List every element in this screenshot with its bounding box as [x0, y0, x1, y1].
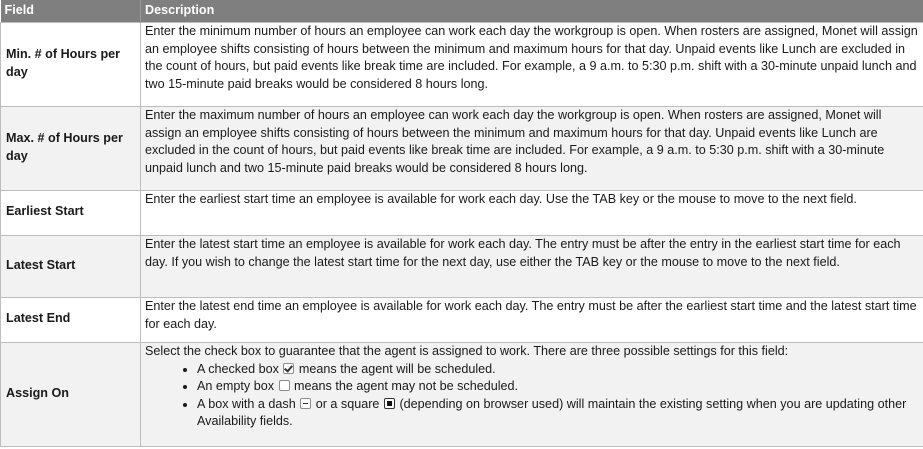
field-name: Earliest Start: [1, 191, 141, 236]
header-field: Field: [1, 0, 141, 23]
bullet-text: A box with a dash: [197, 396, 296, 411]
table-row: [1, 343, 923, 447]
bullet-text: A checked box: [197, 361, 279, 376]
empty-checkbox-icon: [279, 380, 290, 391]
table-row: [1, 298, 923, 343]
field-name: Latest End: [1, 298, 141, 343]
assign-on-intro: Select the check box to guarantee that the agent is assigned to work. There are three possible settings for this field:: [145, 344, 789, 358]
table-row: [1, 236, 923, 298]
field-description: [141, 343, 923, 447]
bullet-text: An empty box: [197, 379, 275, 393]
field-name: Latest Start: [1, 236, 141, 298]
field-description: Enter the latest end time an employee is available for work each day. The entry must be after the earliest start time and the latest start time for each day.: [141, 298, 923, 343]
table-row: [1, 107, 923, 191]
bullet-text: (depending on browser used) will maintain the existing setting when you are updating other Availability fields.: [197, 396, 907, 428]
header-description: Description: [141, 0, 923, 23]
field-name: Min. # of Hours per day: [1, 23, 141, 107]
field-name: Max. # of Hours per day: [1, 107, 141, 191]
dash-checkbox-icon: [300, 398, 311, 409]
field-name: Assign On: [1, 343, 141, 447]
bullet-text: means the agent may not be scheduled.: [294, 379, 519, 393]
list-item: [197, 361, 921, 379]
square-checkbox-icon: [384, 398, 395, 409]
table-row: [1, 23, 923, 107]
list-item: [197, 378, 921, 396]
bullet-text: or a square: [315, 396, 380, 411]
field-description: Enter the maximum number of hours an employee can work each day the workgroup is open. When rosters are assigned, Monet will assign an employee shifts consisting of hours between the minimum and maximum hours for that day. Unpaid events like Lunch are excluded in the count of hours, but paid events like break time are included. For example, a 9 a.m. to 5:30 p.m. shift with a 30-minute unpaid lunch and two 15-minute paid breaks would be considered 8 hours long.: [141, 107, 923, 191]
field-description: Enter the earliest start time an employee is available for work each day. Use the TAB key or the mouse to move to the next field.: [141, 191, 923, 236]
assign-on-options: [145, 361, 921, 431]
table-row: [1, 191, 923, 236]
list-item: [197, 396, 921, 431]
field-description: Enter the latest start time an employee is available for work each day. The entry must be after the entry in the earliest start time for each day. If you wish to change the latest start time for the next day, use either the TAB key or the mouse to move to the next field.: [141, 236, 923, 298]
bullet-text: means the agent will be scheduled.: [298, 361, 496, 376]
checked-checkbox-icon: [283, 363, 294, 374]
header-row: [1, 0, 923, 23]
field-description: Enter the minimum number of hours an employee can work each day the workgroup is open. When rosters are assigned, Monet will assign an employee shifts consisting of hours between the minimum and maximum hours for that day. Unpaid events like Lunch are excluded in the count of hours, but paid events like break time are included. For example, a 9 a.m. to 5:30 p.m. shift with a 30-minute unpaid lunch and two 15-minute paid breaks would be considered 8 hours long.: [141, 23, 923, 107]
